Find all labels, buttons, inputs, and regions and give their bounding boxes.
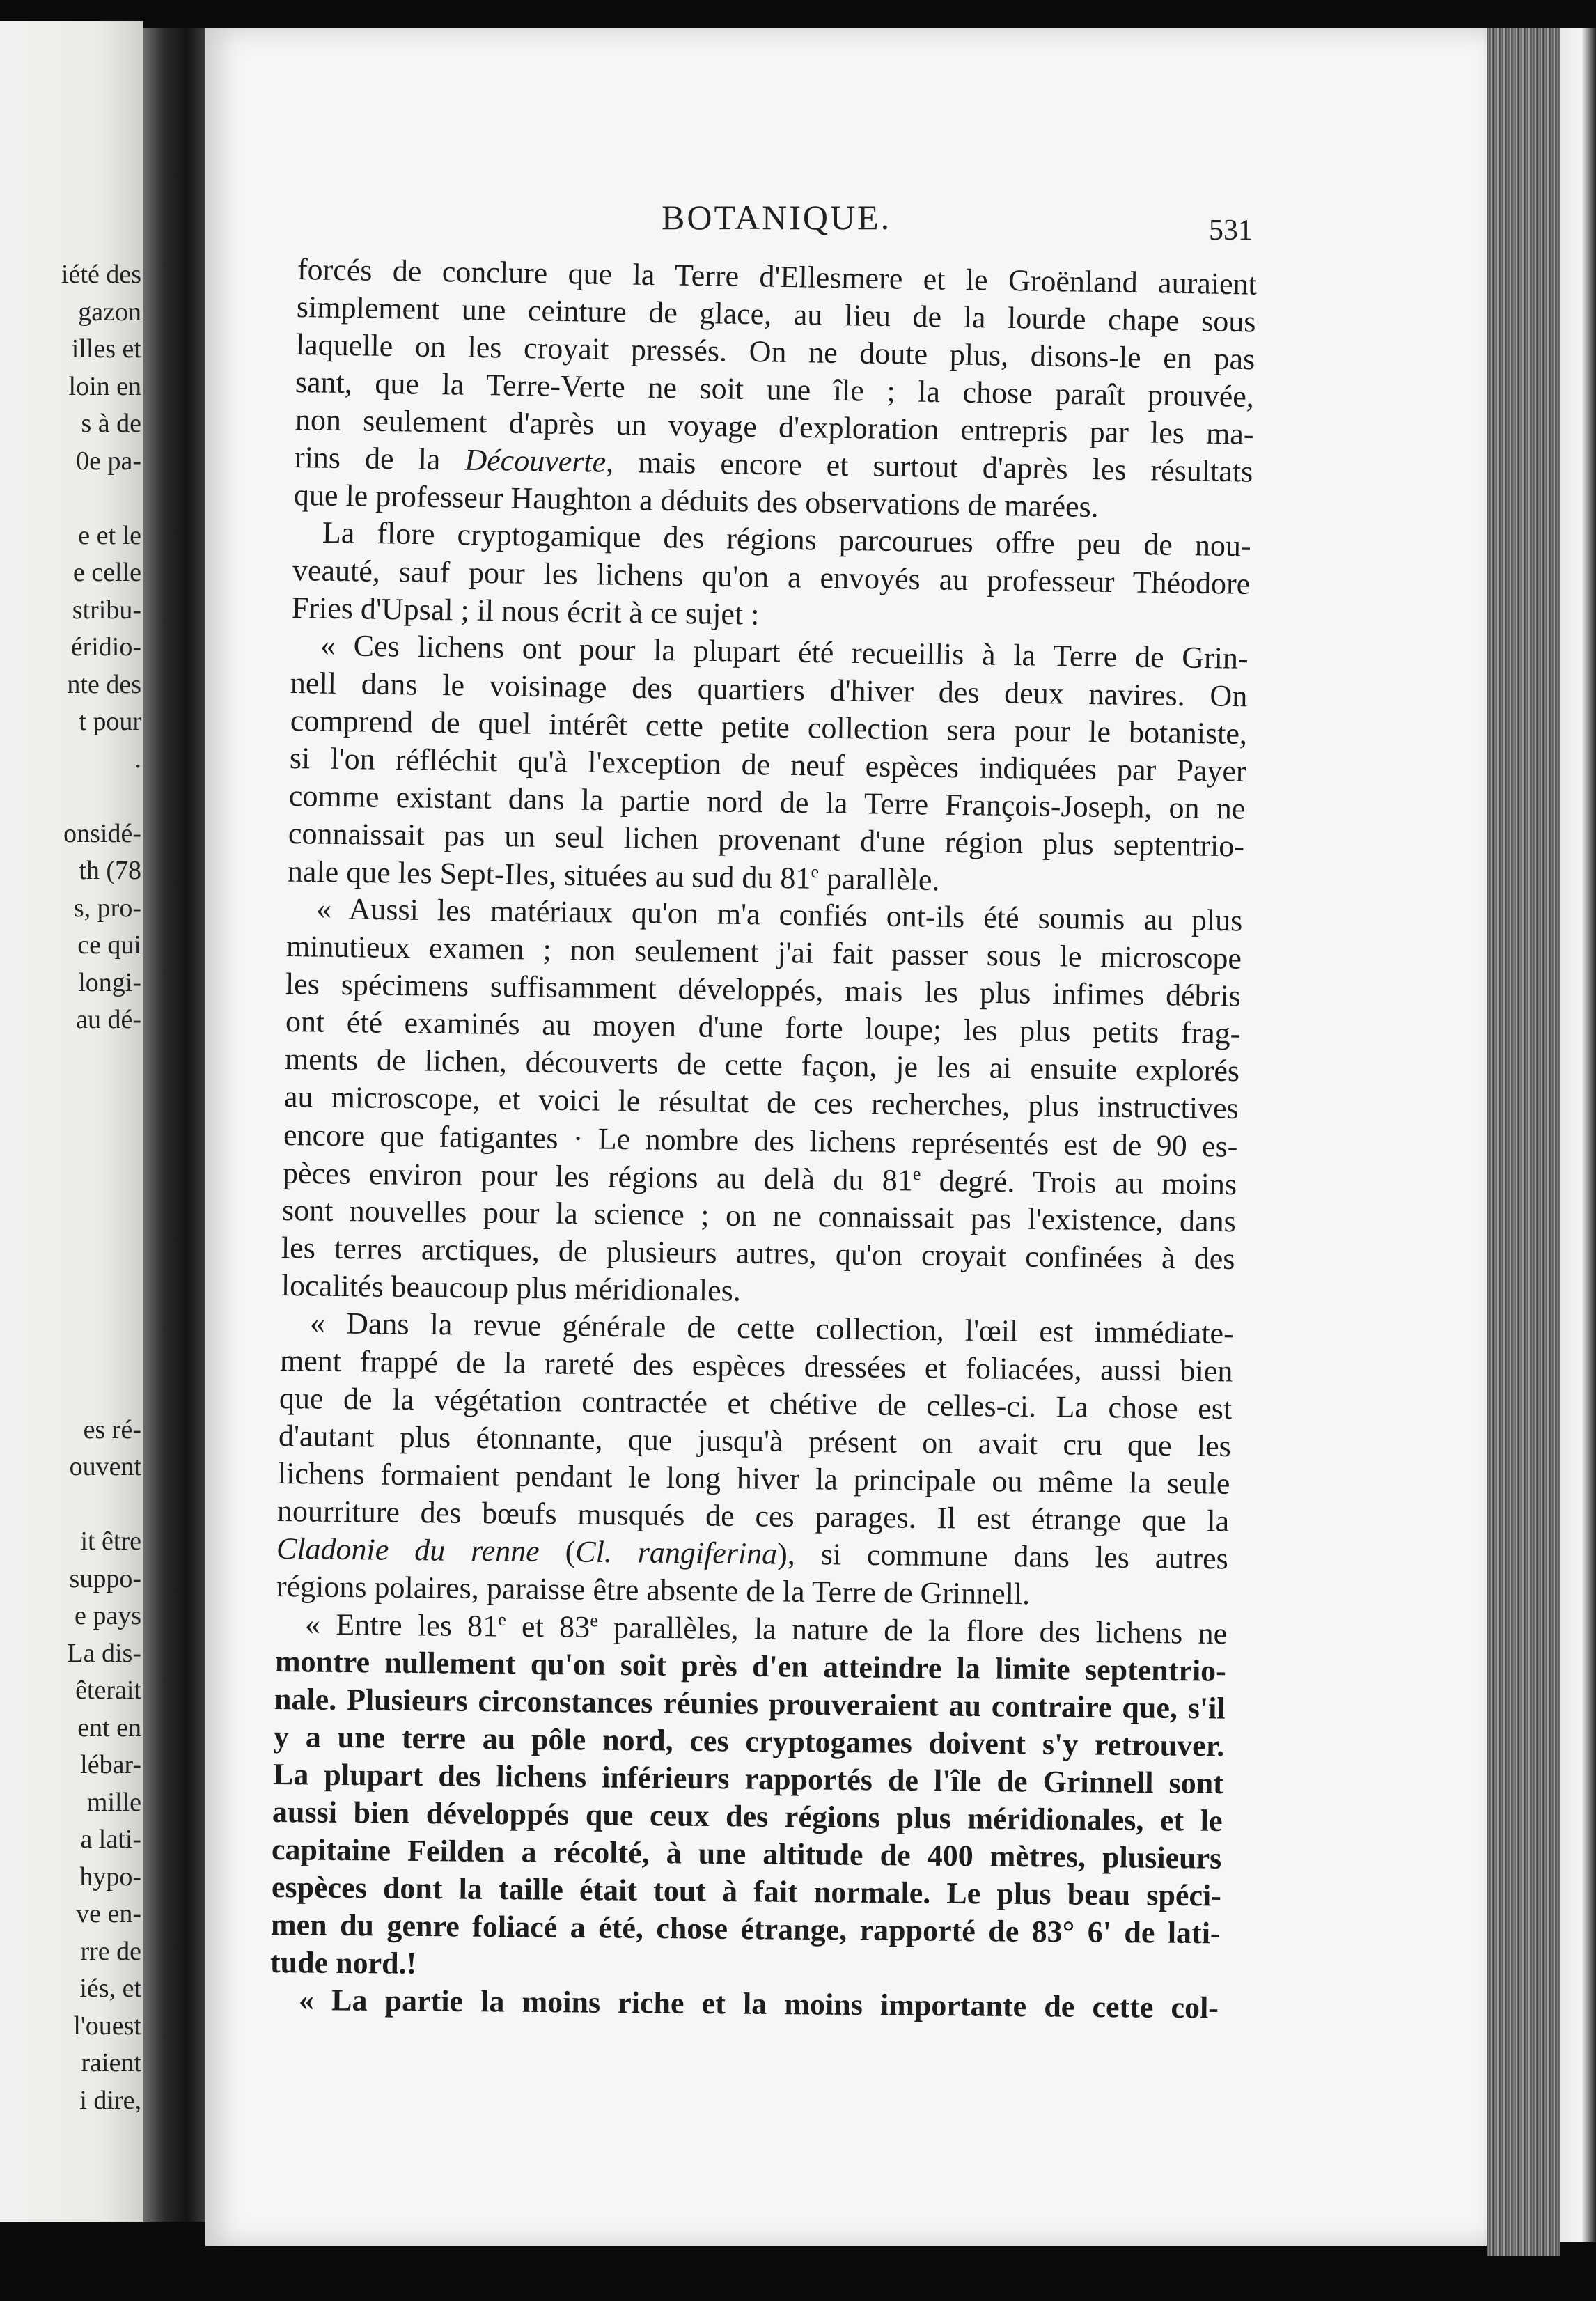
text-line: Fries d'Upsal ; il nous écrit à ce sujet :: [291, 591, 760, 632]
left-page-line: ouvent: [69, 1452, 141, 1481]
book-gutter: [143, 28, 205, 2222]
text-line: ont été examinés au moyen d'une forte loupe; les plus petits frag-: [285, 1004, 1241, 1051]
left-page-line: éridio-: [70, 632, 141, 662]
text-line: y a une terre au pôle nord, ces cryptogames doivent s'y retrouver.: [273, 1719, 1225, 1763]
text-line: « Entre les 81e et 83e parallèles, la nature de la flore des lichens ne: [304, 1607, 1228, 1651]
left-page-line: s à de: [81, 409, 141, 438]
text-line: simplement une ceinture de glace, au lieu de la lourde chape sous: [296, 290, 1257, 339]
left-page-line: s, pro-: [73, 893, 141, 923]
text-line: men du genre foliacé a été, chose étrange, rapporté de 83° 6' de lati-: [270, 1907, 1221, 1951]
left-page-line: ve en-: [76, 1899, 141, 1928]
left-page-line: longi-: [78, 967, 141, 997]
text-line: que de la végétation contractée et chétive de celles-ci. La chose est: [279, 1380, 1233, 1426]
text-line: capitaine Feilden a récolté, à une altitude de 400 mètres, plusieurs: [272, 1832, 1222, 1875]
left-page-line: La dis-: [67, 1638, 141, 1668]
text-line: que le professeur Haughton a déduits des observations de marées.: [293, 478, 1099, 524]
text-line: lichens formaient pendant le long hiver la principale ou même la seule: [277, 1456, 1230, 1501]
left-page-line: au dé-: [76, 1005, 141, 1034]
left-page-line: raient: [81, 2048, 141, 2077]
text-line: « Ces lichens ont pour la plupart été recueillis à la Terre de Grin-: [320, 628, 1249, 676]
text-line: nale. Plusieurs circonstances réunies prouveraient au contraire que, s'il: [274, 1681, 1226, 1726]
book-outer-edge: [1560, 28, 1596, 2242]
text-line: pèces environ pour les régions au delà du 81e degré. Trois au moins: [282, 1155, 1237, 1201]
left-page-line: lébar-: [80, 1750, 141, 1779]
text-line: rins de la Découverte, mais encore et surtout d'après les résultats: [294, 440, 1253, 489]
left-page-line: ent en: [77, 1713, 141, 1742]
text-line: espèces dont la taille était tout à fait normale. Le plus beau spéci-: [271, 1869, 1221, 1913]
left-page-line: it être: [80, 1527, 141, 1556]
left-page-line: .: [134, 744, 141, 774]
left-page-line: rre de: [80, 1936, 141, 1966]
left-page-line: 0e pa-: [76, 446, 141, 476]
left-page-line: illes et: [71, 334, 141, 364]
left-page-line: onsidé-: [63, 818, 141, 848]
left-page-line: iés, et: [79, 1974, 141, 2003]
left-page-line: stribu-: [72, 595, 141, 625]
left-page-line: nte des: [67, 669, 141, 699]
left-page-line: a lati-: [80, 1825, 141, 1854]
left-page-line: i dire,: [79, 2085, 141, 2115]
text-line: localités beaucoup plus méridionales.: [281, 1268, 741, 1308]
text-line: nell dans le voisinage des quartiers d'hiver des deux navires. On: [290, 666, 1249, 714]
text-line: sont nouvelles pour la science ; on ne connaissait pas l'existence, dans: [281, 1192, 1237, 1238]
left-page-line: mille: [86, 1787, 141, 1817]
text-line: Cladonie du renne (Cl. rangiferina), si commune dans les autres: [276, 1531, 1229, 1576]
text-line: régions polaires, paraisse être absente de la Terre de Grinnell.: [276, 1568, 1030, 1611]
text-line: comme existant dans la partie nord de la Terre François-Joseph, on ne: [288, 779, 1246, 826]
text-line: veauté, sauf pour les lichens qu'on a envoyés au professeur Théodore: [292, 553, 1251, 602]
text-line: encore que fatigantes · Le nombre des lichens représentés est de 90 es-: [283, 1117, 1238, 1164]
left-page-line: êterait: [75, 1676, 141, 1705]
text-line: « Aussi les matériaux qu'on m'a confiés ont-ils été soumis au plus: [315, 891, 1243, 938]
left-page-line: suppo-: [69, 1563, 141, 1593]
left-page-line: e et le: [78, 520, 141, 550]
text-line: les terres arctiques, de plusieurs autres, qu'on croyait confinées à des: [281, 1230, 1236, 1276]
text-line: montre nullement qu'on soit près d'en atteindre la limite septentrio-: [274, 1644, 1226, 1688]
text-line: comprend de quel intérêt cette petite collection sera pour le botaniste,: [290, 703, 1247, 751]
left-page-line: l'ouest: [73, 2011, 141, 2041]
running-title: BOTANIQUE.: [662, 198, 892, 237]
text-line: non seulement d'après un voyage d'exploration entrepris par les ma-: [295, 403, 1254, 451]
text-line: « Dans la revue générale de cette collection, l'œil est immédiate-: [309, 1305, 1234, 1350]
text-line: laquelle on les croyait pressés. On ne doute plus, disons-le en pas: [295, 327, 1255, 377]
text-line: si l'on réfléchit qu'à l'exception de neuf espèces indiquées par Payer: [289, 741, 1246, 789]
text-line: sant, que la Terre-Verte ne soit une île ; la chose paraît prouvée,: [295, 365, 1255, 414]
text-line: au microscope, et voici le résultat de ces recherches, plus instructives: [283, 1079, 1239, 1126]
left-page-line: th (78: [79, 856, 141, 885]
text-line: minutieux examen ; non seulement j'ai fait passer sous le microscope: [286, 929, 1242, 976]
left-page-line: e celle: [72, 558, 141, 587]
text-line: forcés de conclure que la Terre d'Ellesmere et le Groënland auraient: [297, 252, 1258, 302]
left-page-line: t pour: [79, 707, 141, 736]
text-line: ment frappé de la rareté des espèces dressées et foliacées, aussi bien: [279, 1343, 1233, 1389]
left-page-line: iété des: [61, 260, 141, 289]
page-fore-edge: [1487, 28, 1560, 2256]
text-line: La flore cryptogamique des régions parcourues offre peu de nou-: [322, 515, 1251, 563]
left-page-line: gazon: [78, 297, 141, 327]
text-line: « La partie la moins riche et la moins importante de cette col-: [298, 1983, 1219, 2025]
text-line: d'autant plus étonnante, que jusqu'à présent on avait cru que les: [278, 1418, 1232, 1463]
text-line: aussi bien développés que ceux des régions plus méridionales, et le: [272, 1794, 1223, 1838]
text-line: La plupart des lichens inférieurs rapportés de l'île de Grinnell sont: [272, 1756, 1224, 1801]
text-line: ments de lichen, découverts de cette façon, je les ai ensuite explorés: [284, 1042, 1240, 1089]
left-facing-page: [0, 21, 143, 2222]
text-line: connaissait pas un seul lichen provenant d'une région plus septentrio-: [288, 816, 1245, 864]
left-page-line: e pays: [74, 1601, 141, 1630]
left-page-line: es ré-: [83, 1414, 141, 1444]
left-page-line: ce qui: [77, 930, 141, 960]
text-line: les spécimens suffisamment développés, mais les plus infimes débris: [285, 967, 1242, 1013]
text-line: nale que les Sept-Iles, situées au sud du 81e parallèle.: [287, 855, 940, 898]
text-line: tude nord.!: [269, 1944, 417, 1981]
left-page-line: hypo-: [79, 1862, 141, 1892]
left-page-line: loin en: [68, 371, 141, 401]
page-number: 531: [1209, 214, 1253, 247]
text-line: nourriture des bœufs musqués de ces parages. Il est étrange que la: [277, 1493, 1230, 1538]
